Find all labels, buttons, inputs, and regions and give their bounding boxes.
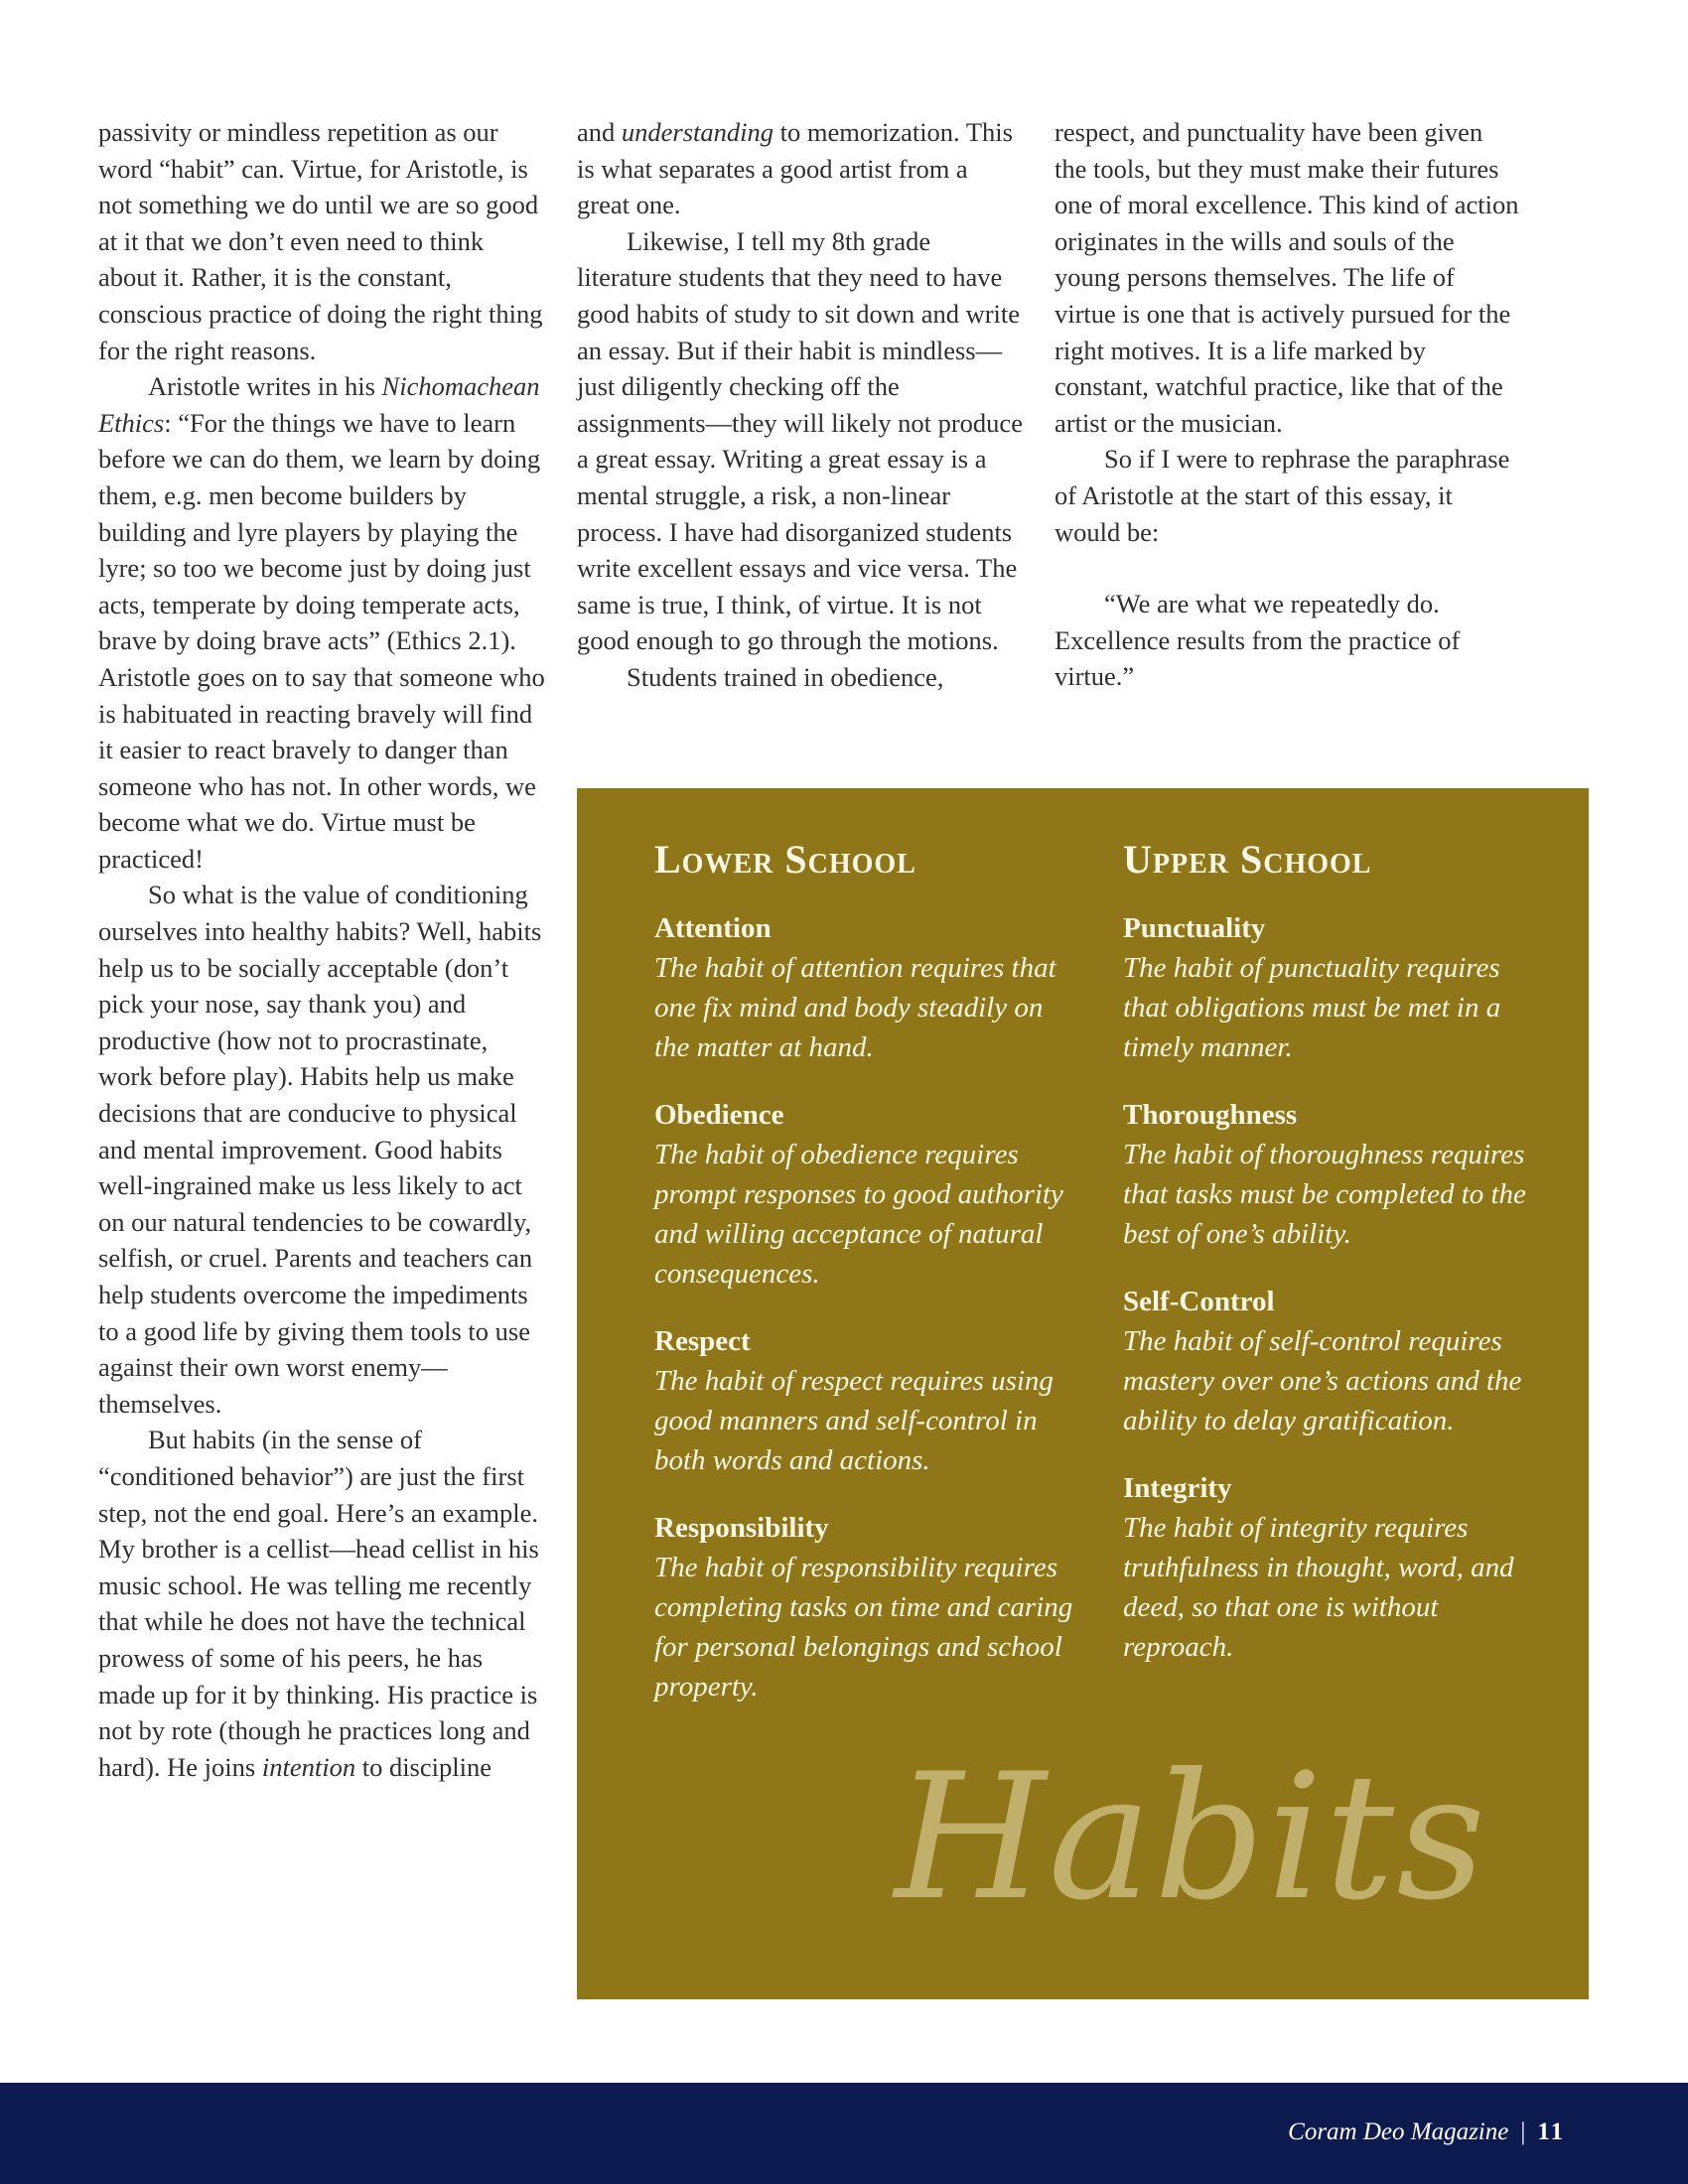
habit-name: Respect xyxy=(654,1325,751,1357)
habit-name: Responsibility xyxy=(654,1512,829,1544)
footer-bar xyxy=(0,2083,1688,2184)
habit-name: Self-Control xyxy=(1123,1286,1275,1317)
habit-description: The habit of self-control requires mastery over one’s actions and the ability to delay gratification. xyxy=(1123,1325,1522,1436)
habit-description: The habit of respect requires using good manners and self-control in both words and actions. xyxy=(654,1365,1054,1476)
habit-item xyxy=(1123,1095,1550,1254)
lower-school-section xyxy=(654,836,1081,1734)
magazine-name: Coram Deo Magazine xyxy=(1288,2118,1509,2145)
paragraph: respect, and punctuality have been given the tools, but they must make their futures one of moral excellence. This kind of action originates in the wills and souls of the young persons themselves. The life of virtue is one that is actively pursued for the right motives. It is a life marked by constant, watchful practice, like that of the artist or the musician. xyxy=(1055,117,1519,438)
text-run: Aristotle writes in his xyxy=(148,371,382,402)
habits-script-title: Habits xyxy=(895,1737,1488,1939)
habit-description: The habit of obedience requires prompt responses to good authority and willing acceptance of natural consequences. xyxy=(654,1139,1063,1290)
paragraph: So if I were to rephrase the paraphrase of Aristotle at the start of this essay, it would be: xyxy=(1055,444,1510,547)
paragraph: So what is the value of conditioning ourselves into healthy habits? Well, habits help us to be socially acceptable (don’t pick your nose, say thank you) and productive (how not to procrastinate, work before play). Habits help us make decisions that are conducive to physical and mental improvement. Good habits well-ingrained make us less likely to act on our natural tendencies to be cowardly, selfish, or cruel. Parents and teachers can help students overcome the impediments to a good life by giving them tools to use against their own worst enemy—themselves. xyxy=(98,880,542,1419)
habit-description: The habit of attention requires that one fix mind and body steadily on the matter at hand. xyxy=(654,952,1056,1063)
habit-item xyxy=(654,1095,1081,1294)
habit-item xyxy=(1123,908,1550,1067)
habit-description: The habit of thoroughness requires that tasks must be completed to the best of one’s ability. xyxy=(1123,1139,1526,1250)
emphasis: understanding xyxy=(621,117,774,147)
upper-school-section xyxy=(1123,836,1550,1695)
paragraph xyxy=(577,114,1024,223)
habit-item xyxy=(1123,1282,1550,1440)
habit-item xyxy=(1123,1468,1550,1667)
footer-separator: | xyxy=(1520,2118,1526,2145)
text-run: : “For the things we have to learn before we can do them, we learn by doing them, e.g. men become builders by building and lyre players by playing the lyre; so too we become just by doing just acts, temperate by doing temperate acts, brave by doing brave acts” (Ethics 2.1). Aristotle goes on to say that someone who is habituated in reacting bravely will find it easier to react bravely to danger than someone who has not. In other words, we become what we do. Virtue must be practiced! xyxy=(98,407,545,874)
habit-name: Obedience xyxy=(654,1099,784,1131)
emphasis: Nichomachean Ethics xyxy=(98,371,540,438)
habit-item xyxy=(654,1508,1081,1706)
habit-name: Integrity xyxy=(1123,1472,1232,1504)
article-column-3 xyxy=(1055,114,1521,695)
emphasis: intention xyxy=(261,1751,356,1782)
lower-school-title: Lower School xyxy=(654,837,916,882)
article-column-1 xyxy=(98,114,545,1785)
footer-text xyxy=(1288,2118,1565,2146)
habits-sidebar xyxy=(577,788,1589,1999)
text-run: to discipline xyxy=(355,1751,492,1782)
article-column-2 xyxy=(577,114,1024,696)
habit-name: Thoroughness xyxy=(1123,1099,1298,1131)
upper-school-title: Upper School xyxy=(1123,837,1372,882)
habit-description: The habit of punctuality requires that obligations must be met in a timely manner. xyxy=(1123,952,1501,1063)
habit-item xyxy=(654,908,1081,1067)
habit-name: Attention xyxy=(654,912,772,944)
habit-name: Punctuality xyxy=(1123,912,1266,944)
pull-quote: “We are what we repeatedly do. Excellence results from the practice of virtue.” xyxy=(1055,589,1461,692)
text-run: But habits (in the sense of “conditioned behavior”) are just the first step, not the end goal. Here’s an example. My brother is a cellist—head cellist in his music school. He was telling me recently that while he does not have the technical prowess of some of his peers, he has made up for it by thinking. His practice is not by rote (though he practices long and hard). He joins xyxy=(98,1425,539,1782)
habit-description: The habit of integrity requires truthfulness in thought, word, and deed, so that one is without reproach. xyxy=(1123,1512,1514,1663)
text-run: and xyxy=(577,117,622,147)
habit-description: The habit of responsibility requires completing tasks on time and caring for personal belongings and school property. xyxy=(654,1552,1073,1703)
paragraph xyxy=(98,368,545,877)
paragraph: Likewise, I tell my 8th grade literature students that they need to have good habits of study to sit down and write an essay. But if their habit is mindless—just diligently checking off the assignments—they will likely not produce a great essay. Writing a great essay is a mental struggle, a risk, a non-linear process. I have had disorganized students write excellent essays and vice versa. The same is true, I think, of virtue. It is not good enough to go through the motions. xyxy=(577,225,1023,656)
paragraph xyxy=(98,1422,545,1785)
text-run: to memorization. This is what separates a good artist from a great one. xyxy=(577,117,1013,220)
habit-item xyxy=(654,1321,1081,1480)
page-number: 11 xyxy=(1537,2118,1565,2145)
paragraph: Students trained in obedience, xyxy=(627,661,944,692)
paragraph: passivity or mindless repetition as our word “habit” can. Virtue, for Aristotle, is not something we do until we are so good at it that we don’t even need to think about it. Rather, it is the constant, conscious practice of doing the right thing for the right reasons. xyxy=(98,117,543,365)
